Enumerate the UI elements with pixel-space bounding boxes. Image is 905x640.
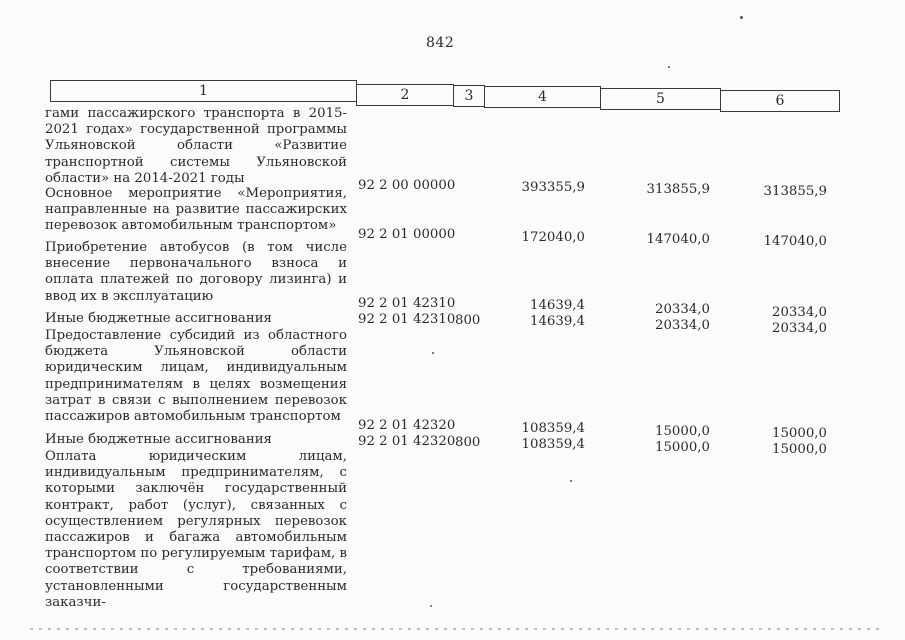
row-value-col6: 147040,0: [763, 234, 827, 249]
row-value-col5: 15000,0: [655, 424, 710, 439]
row-value-col4: 14639,4: [530, 298, 585, 313]
row-code: 92 2 00 00000: [358, 178, 456, 193]
row-code: 92 2 01 42320: [358, 418, 456, 433]
row-description: Приобретение автобусов (в том числе внесение первоначального взноса и оплата платежей по договору лизинга) и ввод их в эксплуатацию: [45, 240, 347, 304]
row-value-col6: 15000,0: [772, 426, 827, 441]
row-value-col6: 313855,9: [763, 184, 827, 199]
row-value-col6: 15000,0: [772, 442, 827, 457]
scan-speck: [430, 605, 432, 607]
row-description: гами пассажирского транспорта в 2015-2021 годах» государственной программы Ульяновской области «Развитие транспортной системы Ульяновской области» на 2014-2021 годы: [45, 106, 347, 186]
row-code: 92 2 01 42310: [358, 296, 456, 311]
scan-speck: [740, 16, 743, 19]
scan-speck: [570, 480, 572, 482]
row-type: 800: [455, 313, 481, 328]
page-number: 842: [426, 35, 455, 51]
header-col-2: 2: [356, 84, 454, 106]
row-description: Предоставление субсидий из областного бюджета Ульяновской области юридическим лицам, индивидуальным предпринимателям в целях возмещения затрат в связи с выполнением перевозок пассажиров автомобильным транспортом: [45, 328, 347, 425]
row-code: 92 2 01 00000: [358, 227, 456, 242]
header-col-5: 5: [600, 88, 721, 110]
scan-speck: [432, 352, 434, 354]
row-value-col5: 20334,0: [655, 318, 710, 333]
scan-edge: [30, 628, 880, 630]
row-value-col4: 14639,4: [530, 314, 585, 329]
scan-speck: [668, 66, 670, 68]
header-col-3: 3: [453, 85, 485, 107]
header-col-4: 4: [484, 86, 601, 108]
row-value-col5: 15000,0: [655, 440, 710, 455]
row-value-col5: 313855,9: [646, 182, 710, 197]
row-code: 92 2 01 42310: [358, 312, 456, 327]
row-value-col4: 108359,4: [521, 437, 585, 452]
row-description: Иные бюджетные ассигнования: [45, 432, 272, 447]
header-col-1: 1: [50, 80, 357, 102]
row-code: 92 2 01 42320: [358, 434, 456, 449]
row-description: Иные бюджетные ассигнования: [45, 311, 272, 326]
row-value-col4: 108359,4: [521, 421, 585, 436]
row-value-col6: 20334,0: [772, 321, 827, 336]
header-col-6: 6: [720, 90, 840, 112]
row-value-col4: 172040,0: [521, 230, 585, 245]
row-type: 800: [455, 435, 481, 450]
row-description: Оплата юридическим лицам, индивидуальным предпринимателям, с которыми заключён государственный контракт, работ (услуг), связанных с осуществлением регулярных перевозок пассажиров и багажа автомобильным транспортом по регулируемым тарифам, в соответствии с требованиями, установленными государственным заказчи-: [45, 449, 347, 610]
row-value-col5: 147040,0: [646, 232, 710, 247]
row-value-col5: 20334,0: [655, 302, 710, 317]
row-value-col4: 393355,9: [521, 180, 585, 195]
row-description: Основное мероприятие «Мероприятия, направленные на развитие пассажирских перевозок автомобильным транспортом»: [45, 186, 347, 234]
row-value-col6: 20334,0: [772, 305, 827, 320]
